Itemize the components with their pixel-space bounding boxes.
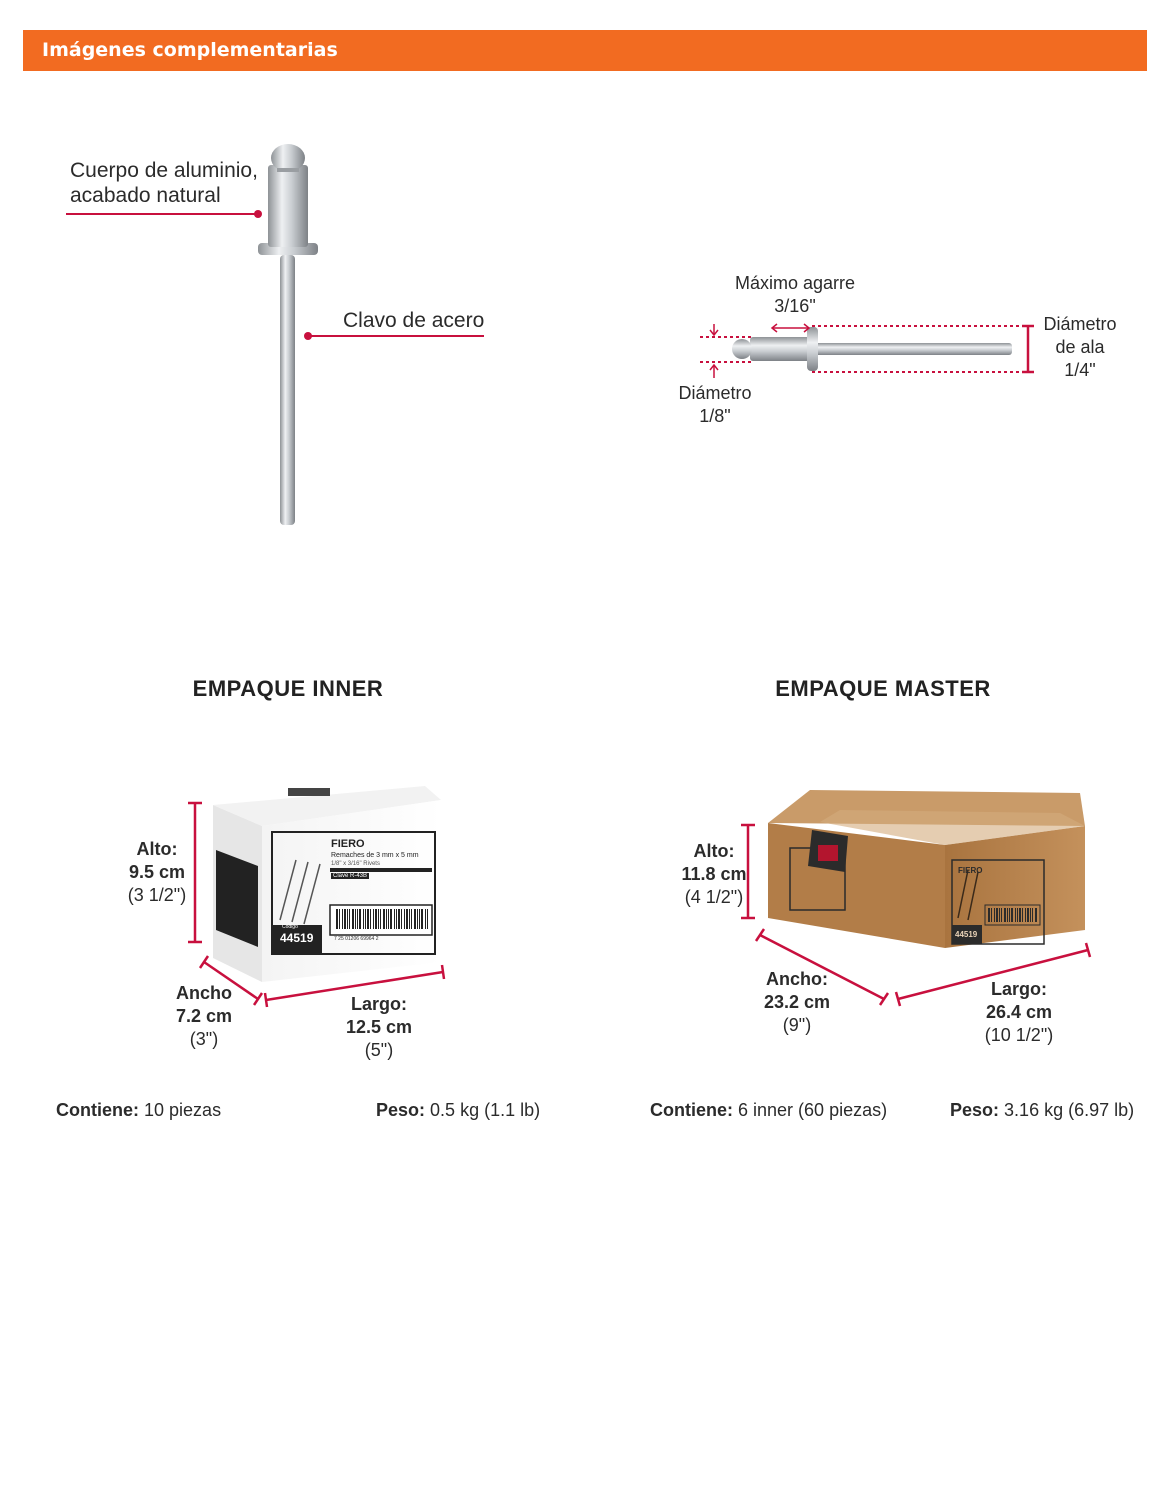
inner-largo-in: (5") <box>364 1040 394 1060</box>
inner-peso-value: 0.5 kg (1.1 lb) <box>430 1100 541 1120</box>
inner-contiene-value: 10 piezas <box>144 1100 222 1120</box>
inner-alto-label: Alto: <box>136 839 178 859</box>
body-label <box>70 158 258 208</box>
nail-label: Clavo de acero <box>343 309 485 332</box>
section-title: Imágenes complementarias <box>42 39 338 61</box>
master-peso-value: 3.16 kg (6.97 lb) <box>1004 1100 1135 1120</box>
inner-contiene-label: Contiene: <box>56 1100 139 1120</box>
inner-ancho-cm: 7.2 cm <box>175 1006 233 1026</box>
master-largo-in: (10 1/2") <box>984 1025 1054 1045</box>
master-contiene <box>650 1100 887 1121</box>
flange-label <box>1030 313 1130 382</box>
master-alto <box>669 840 759 909</box>
inner-peso-label: Peso: <box>376 1100 426 1120</box>
diameter-title: Diámetro <box>678 383 752 403</box>
body-label-line1: Cuerpo de aluminio, <box>70 159 258 182</box>
inner-box-product-sub: 1/8" x 3/16" Rivets <box>331 861 380 867</box>
master-largo-label: Largo: <box>991 979 1047 999</box>
inner-box-clave: Clave R-43B <box>333 873 368 879</box>
inner-ancho <box>159 982 249 1051</box>
grip-value: 3/16" <box>774 296 816 316</box>
grip-title: Máximo agarre <box>734 273 856 293</box>
inner-largo-label: Largo: <box>351 994 407 1014</box>
master-title: EMPAQUE MASTER <box>775 676 991 701</box>
grip-label <box>725 272 865 318</box>
inner-largo-cm: 12.5 cm <box>345 1017 413 1037</box>
master-ancho-cm: 23.2 cm <box>763 992 831 1012</box>
master-alto-cm: 11.8 cm <box>681 864 747 884</box>
inner-title: EMPAQUE INNER <box>192 676 384 701</box>
diameter-value: 1/8" <box>699 406 731 426</box>
master-peso <box>950 1100 1134 1121</box>
master-box-codigo: 44519 <box>955 930 978 939</box>
master-ancho <box>752 968 842 1037</box>
master-contiene-label: Contiene: <box>650 1100 733 1120</box>
master-largo-cm: 26.4 cm <box>985 1002 1053 1022</box>
inner-ancho-in: (3") <box>189 1029 219 1049</box>
inner-alto-cm: 9.5 cm <box>128 862 186 882</box>
inner-peso <box>376 1100 540 1121</box>
master-alto-label: Alto: <box>693 841 735 861</box>
master-contiene-value: 6 inner (60 piezas) <box>738 1100 888 1120</box>
body-label-line2: acabado natural <box>70 184 221 207</box>
master-ancho-in: (9") <box>782 1015 812 1035</box>
inner-box-codigo: 44519 <box>280 931 314 945</box>
inner-ancho-label: Ancho <box>176 983 232 1003</box>
master-box <box>768 790 1085 948</box>
inner-alto-in: (3 1/2") <box>127 885 187 905</box>
inner-box-barcode-text: 7 25 01206 69964 2 <box>334 936 379 942</box>
master-box-brand: FIERO <box>958 866 983 875</box>
inner-contiene <box>56 1100 221 1121</box>
inner-largo <box>334 993 424 1062</box>
rivet-side <box>732 327 1012 371</box>
inner-alto <box>112 838 202 907</box>
master-alto-in: (4 1/2") <box>684 887 744 907</box>
flange-line2: de ala <box>1055 337 1105 357</box>
master-ancho-label: Ancho: <box>766 969 828 989</box>
master-peso-label: Peso: <box>950 1100 1000 1120</box>
master-largo <box>969 978 1069 1047</box>
flange-line1: Diámetro <box>1043 314 1117 334</box>
diameter-label <box>665 382 765 428</box>
flange-value: 1/4" <box>1064 360 1096 380</box>
inner-box <box>213 786 441 982</box>
inner-box-product: Remaches de 3 mm x 5 mm <box>331 852 419 859</box>
inner-box-brand: FIERO <box>331 838 365 850</box>
inner-box-codigo-label: Código <box>282 924 298 930</box>
